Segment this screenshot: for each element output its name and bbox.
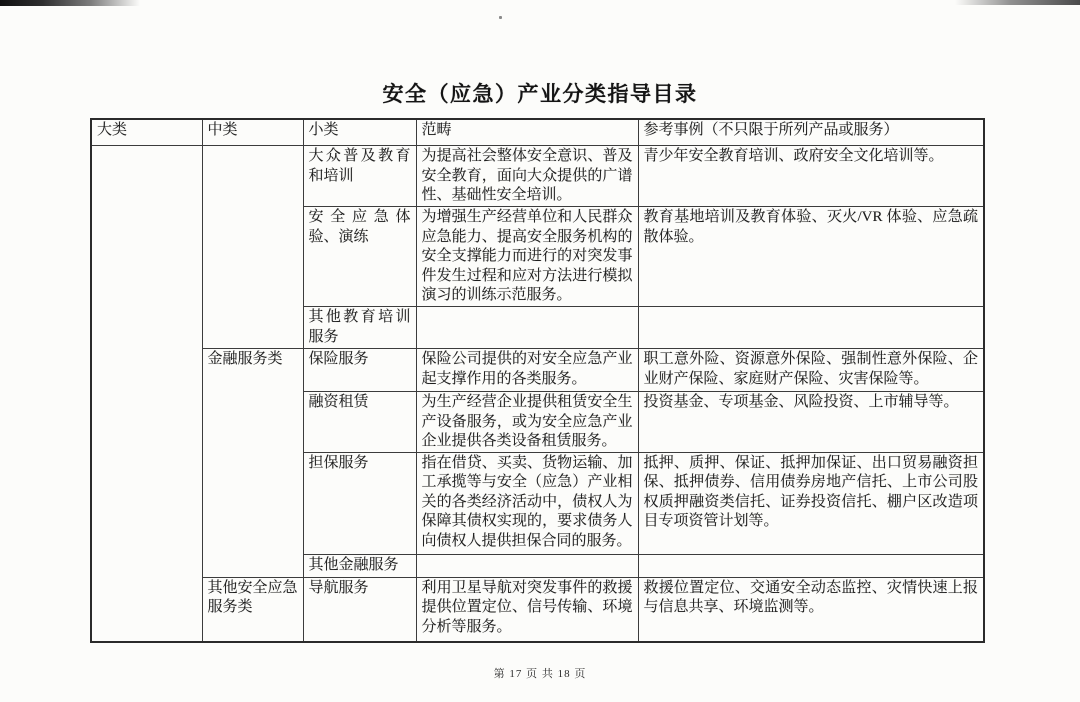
table-row [91,349,984,392]
mid-category-cell: 金融服务类 [202,349,303,578]
table-row [91,577,984,642]
scan-artifact-top-left [0,0,140,6]
examples-cell: 投资基金、专项基金、风险投资、上市辅导等。 [638,392,984,453]
sub-category-cell: 其他教育培训服务 [303,307,416,349]
examples-cell: 抵押、质押、保证、抵押加保证、出口贸易融资担保、抵押债券、信用债券房地产信托、上市公司股权质押融资类信托、证券投资信托、棚户区改造项目专项资管计划等。 [638,452,984,554]
major-category-cell [91,146,202,643]
sub-category-cell: 融资租赁 [303,392,416,453]
examples-cell: 职工意外险、资源意外保险、强制性意外保险、企业财产保险、家庭财产保险、灾害保险等。 [638,349,984,392]
sub-category-cell: 保险服务 [303,349,416,392]
examples-cell [638,307,984,349]
col-header-sub-category: 小类 [303,119,416,146]
sub-category-cell: 安全应急体验、演练 [303,207,416,307]
scope-cell: 为增强生产经营单位和人民群众应急能力、提高安全服务机构的安全支撑能力而进行的对突发事件发生过程和应对方法进行模拟演习的训练示范服务。 [416,207,638,307]
scope-cell: 为提高社会整体安全意识、普及安全教育，面向大众提供的广谱性、基础性安全培训。 [416,146,638,207]
page-number: 第 17 页 共 18 页 [493,668,587,680]
table-row [91,146,984,207]
mid-category-cell: 其他安全应急服务类 [202,577,303,642]
scope-cell: 保险公司提供的对安全应急产业起支撑作用的各类服务。 [416,349,638,392]
sub-category-cell: 大众普及教育和培训 [303,146,416,207]
examples-cell: 救援位置定位、交通安全动态监控、灾情快速上报与信息共享、环境监测等。 [638,577,984,642]
examples-cell: 青少年安全教育培训、政府安全文化培训等。 [638,146,984,207]
scope-cell [416,307,638,349]
sub-category-cell: 其他金融服务 [303,554,416,577]
scope-cell: 指在借贷、买卖、货物运输、加工承揽等与安全（应急）产业相关的各类经济活动中，债权人为保障其债权实现的，要求债务人向债权人提供担保合同的服务。 [416,452,638,554]
table-header-row [91,119,984,146]
examples-cell [638,554,984,577]
classification-table [90,118,985,643]
col-header-examples: 参考事例（不只限于所列产品或服务） [638,119,984,146]
col-header-major-category: 大类 [91,119,202,146]
scope-cell [416,554,638,577]
scan-speck [499,16,502,19]
page-title: 安全（应急）产业分类指导目录 [382,82,698,106]
scope-cell: 利用卫星导航对突发事件的救援提供位置定位、信号传输、环境分析等服务。 [416,577,638,642]
col-header-mid-category: 中类 [202,119,303,146]
scan-artifact-top-right [955,0,1080,5]
mid-category-cell [202,146,303,349]
sub-category-cell: 担保服务 [303,452,416,554]
scope-cell: 为生产经营企业提供租赁安全生产设备服务，或为安全应急产业企业提供各类设备租赁服务。 [416,392,638,453]
examples-cell: 教育基地培训及教育体验、灭火/VR 体验、应急疏散体验。 [638,207,984,307]
sub-category-cell: 导航服务 [303,577,416,642]
col-header-scope: 范畴 [416,119,638,146]
